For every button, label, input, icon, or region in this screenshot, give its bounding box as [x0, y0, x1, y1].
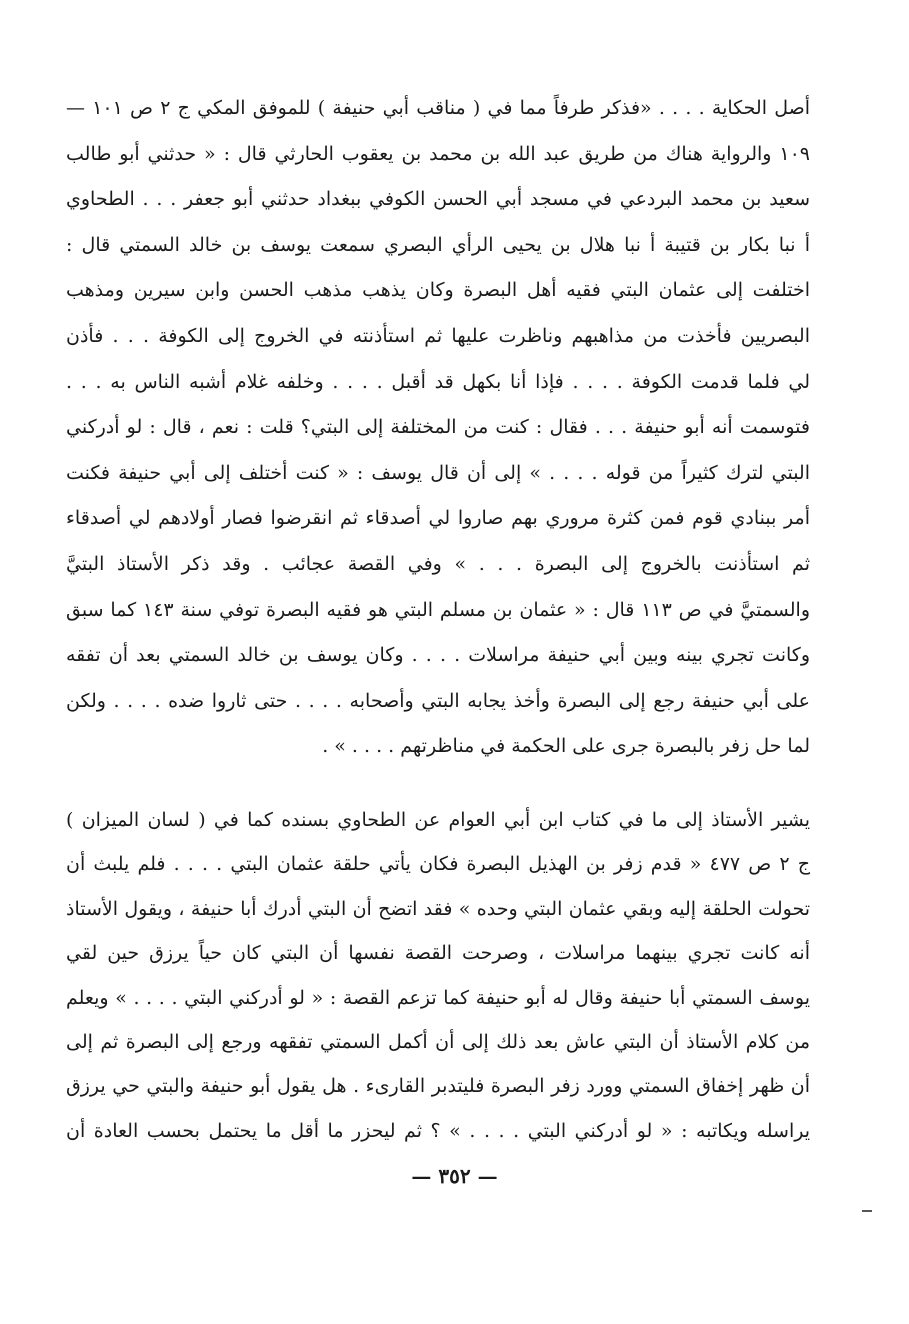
paragraph-line: أ نبا بكار بن قتيبة أ نبا هلال بن يحيى الرأي البصري سمعت يوسف بن خالد السمتي قال :: [66, 233, 810, 256]
paragraph-line: سعيد بن محمد البردعي في مسجد أبي الحسن الكوفي ببغداد حدثني أبو جعفر . . . الطحاوي: [66, 188, 810, 211]
paragraph-line: تحولت الحلقة إليه وبقي عثمان البتي وحده » فقد اتضح أن البتي أدرك أبا حنيفة ، ويقول الأستاذ: [66, 897, 810, 920]
paragraph-line: على أبي حنيفة رجع إلى البصرة وأخذ يجابه البتي وأصحابه . . . . حتى ثاروا ضده . . . . ولكن: [66, 689, 810, 712]
paragraph-1: [66, 86, 810, 770]
paragraph-line: أنه كانت تجري بينهما مراسلات ، وصرحت القصة نفسها أن البتي كان حياً يرزق حين لقي: [66, 942, 810, 965]
paragraph-line: فتوسمت أنه أبو حنيفة . . . فقال : كنت من المختلفة إلى البتي؟ قلت : نعم ، قال : لو أدركني: [66, 416, 810, 439]
paragraph-line: اختلفت إلى عثمان البتي فقيه أهل البصرة وكان يذهب مذهب الحسن وابن سيرين ومذهب: [66, 279, 810, 302]
paragraph-line: يوسف السمتي أبا حنيفة وقال له أبو حنيفة كما تزعم القصة : « لو أدركني البتي . . . . » ويعلم: [66, 986, 810, 1009]
paragraph-line: البتي لترك كثيراً من قوله . . . . » إلى أن قال يوسف : « كنت أختلف إلى أبي حنيفة فكنت: [66, 461, 810, 484]
paragraph-line: لما حل زفر بالبصرة جرى على الحكمة في مناظرتهم . . . . » .: [322, 735, 810, 758]
paragraph-line: البصريين فأخذت من مذاهبهم وناظرت عليها ثم استأذنته في الخروج إلى الكوفة . . . فأذن: [66, 324, 810, 347]
page-number: — ٣٥٢ —: [411, 1164, 498, 1188]
paragraph-line: ج ٢ ص ٤٧٧ « قدم زفر بن الهذيل البصرة فكان يأتي حلقة عثمان البتي . . . . فلم يلبث أن: [66, 853, 810, 876]
paragraph-line: والسمتيَّ في ص ١١٣ قال : « عثمان بن مسلم البتي هو فقيه البصرة توفي سنة ١٤٣ كما سبق: [66, 598, 810, 621]
paragraph-line: أصل الحكاية . . . . «فذكر طرفاً مما في ( مناقب أبي حنيفة ) للموفق المكي ج ٢ ص ١٠١ —: [66, 97, 810, 119]
paragraph-line: يراسله ويكاتبه : « لو أدركني البتي . . . . » ؟ ثم ليحزر ما أقل ما يحتمل بحسب العادة أن: [66, 1119, 810, 1142]
paragraph-line: ثم استأذنت بالخروج إلى البصرة . . . » وفي القصة عجائب . وقد ذكر الأستاذ البتيَّ: [66, 552, 810, 575]
margin-mark: [862, 1210, 872, 1212]
paragraph-2: [66, 798, 810, 1153]
paragraph-line: لي فلما قدمت الكوفة . . . . فإذا أنا بكهل قد أقبل . . . . وخلفه غلام أشبه الناس به . . .: [66, 370, 810, 393]
paragraph-line: أمر ببنادي قوم فمن كثرة مروري بهم صاروا لي أصدقاء ثم انقرضوا فصار أولادهم لي أصدقاء: [66, 507, 810, 530]
paragraph-line: أن ظهر إخفاق السمتي وورد زفر البصرة فليتدبر القارىء . هل يقول أبو حنيفة والبتي حي يرزق: [66, 1075, 810, 1098]
paragraph-line: يشير الأستاذ إلى ما في كتاب ابن أبي العوام عن الطحاوي بسنده كما في ( لسان الميزان ): [66, 809, 810, 831]
paragraph-line: ١٠٩ والرواية هناك من طريق عبد الله بن محمد بن يعقوب الحارثي قال : « حدثني أبو طالب: [66, 142, 810, 165]
paragraph-line: وكانت تجري بينه وبين أبي حنيفة مراسلات . . . . وكان يوسف بن خالد السمتي بعد أن تفقه: [66, 644, 810, 667]
paragraph-line: من كلام الأستاذ أن البتي عاش بعد ذلك إلى أن أكمل السمتي تفقهه ورجع إلى البصرة ثم إلى: [66, 1030, 810, 1053]
